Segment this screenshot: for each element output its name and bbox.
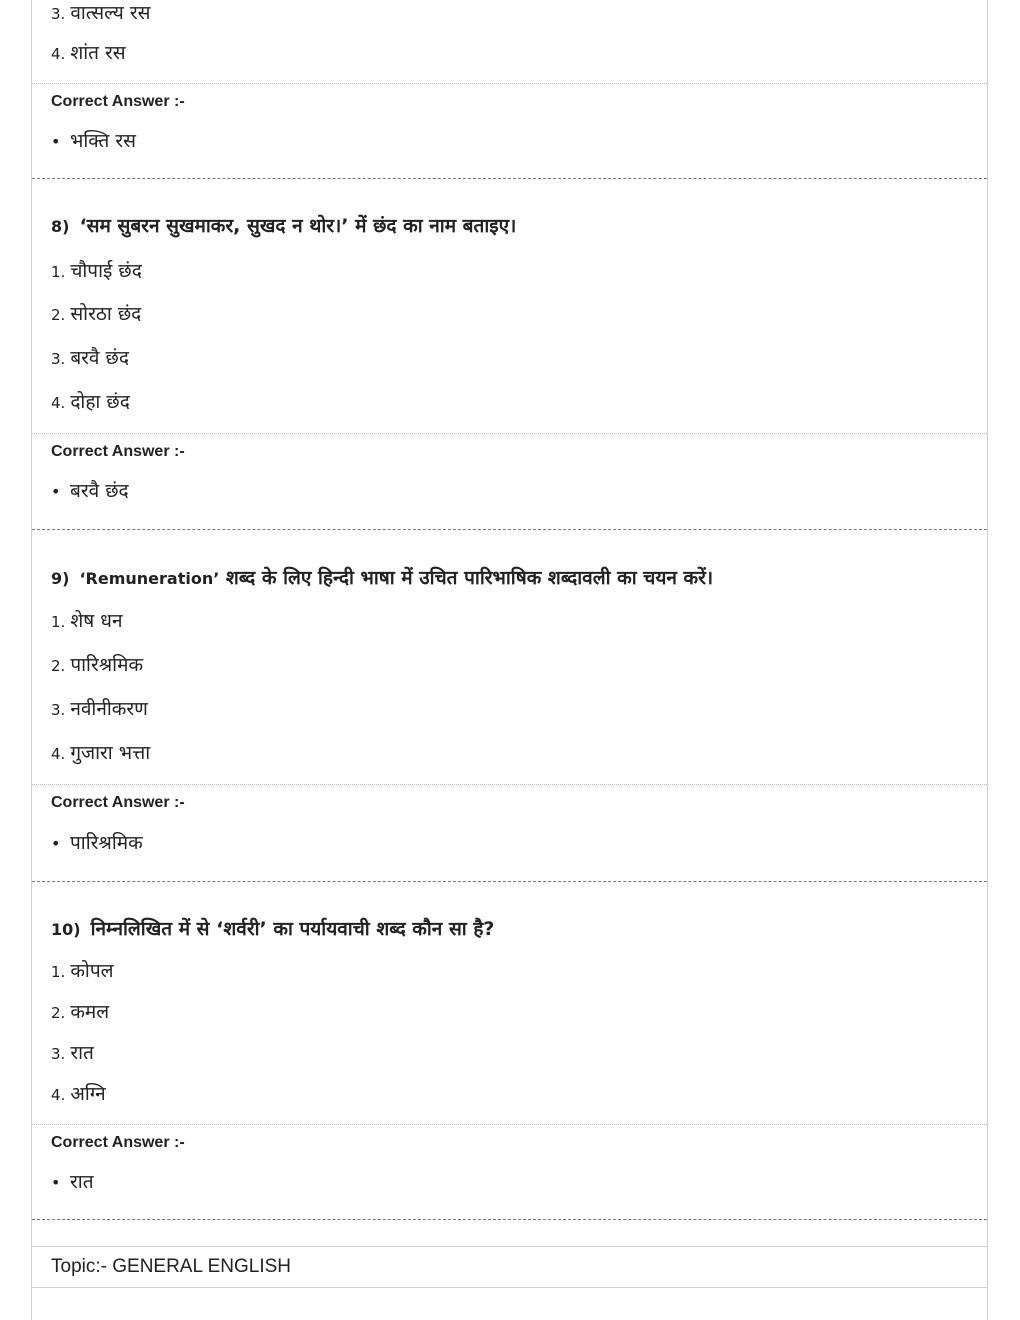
correct-answer-label: Correct Answer :-: [51, 794, 185, 811]
option-1: 1. चौपाई छंद: [51, 260, 142, 282]
question-separator: [32, 529, 987, 530]
bullet-icon: •: [51, 834, 61, 853]
topic-heading: Topic:- GENERAL ENGLISH: [51, 1256, 292, 1277]
question-10: 10) निम्नलिखित में से ‘शर्वरी’ का पर्यायवाची शब्द कौन सा है?: [51, 918, 495, 940]
correct-answer-label: Correct Answer :-: [51, 1134, 185, 1151]
option-2: 2. सोरठा छंद: [51, 303, 142, 325]
option-1: 1. कोपल: [51, 960, 114, 982]
bullet-icon: •: [51, 132, 61, 151]
correct-answer: • रात: [51, 1169, 94, 1196]
question-separator: [32, 178, 987, 179]
correct-answer-label: Correct Answer :-: [51, 93, 185, 110]
option-2: 2. पारिश्रमिक: [51, 654, 144, 676]
option-4: 4. अग्नि: [51, 1083, 106, 1105]
question-9: 9) ‘Remuneration’ शब्द के लिए हिन्दी भाषा में उचित पारिभाषिक शब्दावली का चयन करें।: [51, 567, 714, 589]
divider: [32, 83, 987, 84]
option-2: 2. कमल: [51, 1001, 110, 1023]
question-separator: [32, 1219, 987, 1220]
divider: [32, 1124, 987, 1125]
question-paper: [31, 0, 988, 1320]
correct-answer: • भक्ति रस: [51, 128, 136, 155]
option-4: 4. दोहा छंद: [51, 391, 130, 413]
topic-top-border: [32, 1246, 987, 1247]
correct-answer: • पारिश्रमिक: [51, 830, 143, 857]
question-8: 8) ‘सम सुबरन सुखमाकर, सुखद न थोर।’ में छंद का नाम बताइए।: [51, 215, 517, 237]
bullet-icon: •: [51, 482, 61, 501]
option-3: 3. नवीनीकरण: [51, 698, 148, 720]
divider: [32, 433, 987, 434]
option-4: 4. शांत रस: [51, 42, 126, 64]
divider: [32, 784, 987, 785]
bullet-icon: •: [51, 1173, 61, 1192]
option-3: 3. रात: [51, 1042, 94, 1064]
option-1: 1. शेष धन: [51, 610, 123, 632]
question-separator: [32, 881, 987, 882]
correct-answer: • बरवै छंद: [51, 478, 129, 505]
correct-answer-label: Correct Answer :-: [51, 443, 185, 460]
topic-bottom-border: [32, 1287, 987, 1288]
option-4: 4. गुजारा भत्ता: [51, 742, 151, 764]
option-3: 3. वात्सल्य रस: [51, 2, 151, 24]
option-3: 3. बरवै छंद: [51, 347, 129, 369]
